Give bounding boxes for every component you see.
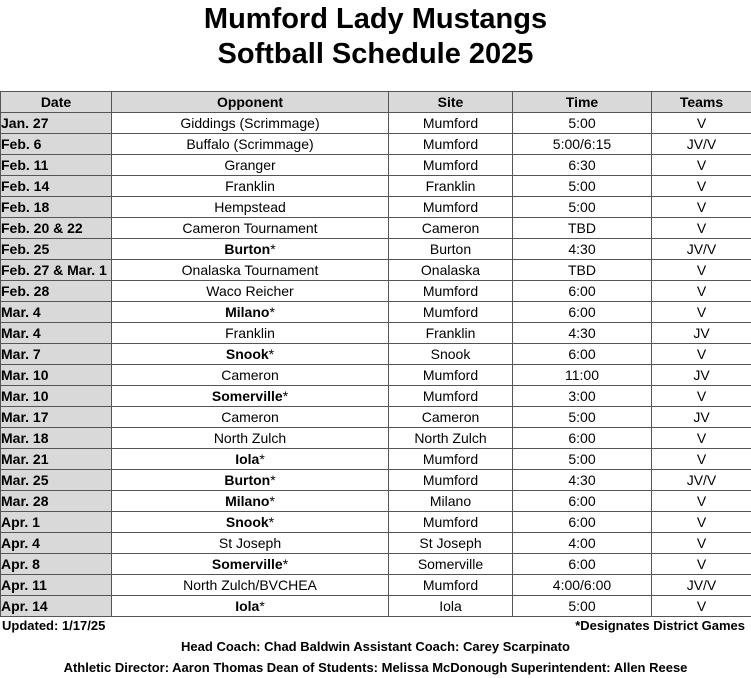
cell-opponent: [112, 575, 389, 596]
cell-date: Feb. 6: [1, 134, 112, 155]
district-marker: *: [282, 556, 289, 572]
cell-site: Mumford: [389, 302, 513, 323]
cell-site: Mumford: [389, 197, 513, 218]
table-row: [1, 344, 751, 365]
cell-opponent: [112, 512, 389, 533]
cell-site: Mumford: [389, 575, 513, 596]
cell-opponent: [112, 449, 389, 470]
cell-opponent: [112, 533, 389, 554]
header-time: Time: [513, 92, 652, 113]
cell-teams: JV: [652, 323, 751, 344]
cell-time: 5:00: [513, 449, 652, 470]
table-row: [1, 113, 751, 134]
cell-teams: V: [652, 113, 751, 134]
district-marker: *: [270, 241, 276, 257]
district-marker: *: [268, 514, 275, 530]
cell-opponent: [112, 197, 389, 218]
opponent-name: Onalaska Tournament: [181, 262, 319, 278]
cell-teams: V: [652, 155, 751, 176]
table-row: [1, 575, 751, 596]
opponent-name: St Joseph: [218, 535, 282, 551]
cell-date: Mar. 10: [1, 365, 112, 386]
opponent-name: Buffalo (Scrimmage): [186, 136, 314, 152]
cell-date: Jan. 27: [1, 113, 112, 134]
cell-teams: V: [652, 491, 751, 512]
cell-time: 5:00/6:15: [513, 134, 652, 155]
cell-opponent: [112, 134, 389, 155]
cell-date: Feb. 25: [1, 239, 112, 260]
opponent-name: North Zulch/BVCHEA: [183, 577, 317, 593]
cell-site: Mumford: [389, 281, 513, 302]
opponent-name: Cameron: [221, 367, 279, 383]
cell-date: Feb. 18: [1, 197, 112, 218]
header-date: Date: [1, 92, 112, 113]
cell-time: 5:00: [513, 197, 652, 218]
district-marker: *: [259, 451, 265, 467]
table-row: [1, 260, 751, 281]
cell-opponent: [112, 407, 389, 428]
table-row: [1, 596, 751, 617]
opponent-name: Waco Reicher: [206, 283, 294, 299]
cell-opponent: [112, 470, 389, 491]
cell-time: 6:30: [513, 155, 652, 176]
cell-teams: V: [652, 260, 751, 281]
cell-time: 6:00: [513, 554, 652, 575]
table-row: [1, 365, 751, 386]
cell-date: Feb. 28: [1, 281, 112, 302]
coaches-line: Head Coach: Chad Baldwin Assistant Coach: Carey Scarpinato: [181, 639, 570, 654]
table-row: [1, 176, 751, 197]
district-marker: *: [268, 346, 275, 362]
cell-teams: JV: [652, 407, 751, 428]
district-marker: *: [269, 493, 275, 509]
opponent-name: Snook: [225, 514, 269, 530]
cell-site: Franklin: [389, 176, 513, 197]
opponent-name: Franklin: [225, 178, 275, 194]
cell-teams: JV/V: [652, 239, 751, 260]
opponent-name: Iola: [235, 598, 260, 614]
cell-date: Mar. 28: [1, 491, 112, 512]
cell-opponent: [112, 428, 389, 449]
cell-opponent: [112, 113, 389, 134]
cell-teams: V: [652, 554, 751, 575]
cell-time: 5:00: [513, 113, 652, 134]
title-line-1: Mumford Lady Mustangs: [203, 3, 548, 35]
opponent-name: Somerville: [211, 556, 283, 572]
cell-teams: V: [652, 512, 751, 533]
cell-time: 4:30: [513, 239, 652, 260]
cell-teams: V: [652, 428, 751, 449]
opponent-name: Milano: [225, 304, 270, 320]
cell-teams: V: [652, 197, 751, 218]
table-row: [1, 155, 751, 176]
cell-time: 4:30: [513, 323, 652, 344]
table-row: [1, 281, 751, 302]
cell-site: Snook: [389, 344, 513, 365]
cell-opponent: [112, 218, 389, 239]
cell-teams: V: [652, 281, 751, 302]
cell-site: Franklin: [389, 323, 513, 344]
header-site: Site: [389, 92, 513, 113]
cell-opponent: [112, 596, 389, 617]
cell-opponent: [112, 260, 389, 281]
cell-time: 6:00: [513, 281, 652, 302]
cell-site: Mumford: [389, 449, 513, 470]
title-line-2: Softball Schedule 2025: [217, 38, 534, 70]
page-title: [0, 2, 751, 72]
cell-teams: JV/V: [652, 134, 751, 155]
cell-date: Apr. 8: [1, 554, 112, 575]
cell-opponent: [112, 386, 389, 407]
cell-opponent: [112, 365, 389, 386]
opponent-name: Milano: [225, 493, 270, 509]
cell-teams: V: [652, 344, 751, 365]
cell-teams: V: [652, 596, 751, 617]
schedule-body: [1, 113, 751, 617]
cell-time: 11:00: [513, 365, 652, 386]
cell-site: Mumford: [389, 365, 513, 386]
cell-opponent: [112, 323, 389, 344]
table-row: [1, 554, 751, 575]
staff-line: Athletic Director: Aaron Thomas Dean of Students: Melissa McDonough Superintendent: Allen Reese: [63, 660, 688, 675]
opponent-name: Cameron: [221, 409, 279, 425]
table-row: [1, 533, 751, 554]
district-marker: *: [259, 598, 265, 614]
table-row: [1, 302, 751, 323]
cell-time: 4:00/6:00: [513, 575, 652, 596]
cell-date: Apr. 1: [1, 512, 112, 533]
header-row: [1, 92, 751, 113]
opponent-name: Iola: [235, 451, 260, 467]
cell-time: 4:00: [513, 533, 652, 554]
opponent-name: Burton: [224, 241, 271, 257]
table-row: [1, 428, 751, 449]
cell-site: Cameron: [389, 218, 513, 239]
table-row: [1, 134, 751, 155]
cell-date: Mar. 4: [1, 302, 112, 323]
opponent-name: North Zulch: [213, 430, 287, 446]
cell-opponent: [112, 344, 389, 365]
cell-teams: JV: [652, 365, 751, 386]
cell-site: Mumford: [389, 113, 513, 134]
cell-date: Mar. 17: [1, 407, 112, 428]
cell-teams: V: [652, 302, 751, 323]
district-note: *Designates District Games: [575, 618, 745, 633]
cell-time: 5:00: [513, 596, 652, 617]
cell-site: Mumford: [389, 470, 513, 491]
cell-date: Mar. 25: [1, 470, 112, 491]
table-row: [1, 386, 751, 407]
cell-teams: V: [652, 176, 751, 197]
table-row: [1, 407, 751, 428]
table-row: [1, 197, 751, 218]
cell-date: Mar. 7: [1, 344, 112, 365]
header-teams: Teams: [652, 92, 751, 113]
cell-teams: V: [652, 386, 751, 407]
cell-teams: V: [652, 449, 751, 470]
cell-site: Onalaska: [389, 260, 513, 281]
table-row: [1, 470, 751, 491]
district-marker: *: [270, 472, 276, 488]
cell-site: Mumford: [389, 134, 513, 155]
cell-site: Cameron: [389, 407, 513, 428]
opponent-name: Franklin: [225, 325, 275, 341]
cell-time: TBD: [513, 218, 652, 239]
cell-time: 6:00: [513, 491, 652, 512]
cell-opponent: [112, 554, 389, 575]
cell-date: Apr. 11: [1, 575, 112, 596]
cell-teams: V: [652, 218, 751, 239]
cell-time: 6:00: [513, 302, 652, 323]
table-row: [1, 449, 751, 470]
cell-site: Somerville: [389, 554, 513, 575]
cell-opponent: [112, 155, 389, 176]
cell-date: Feb. 27 & Mar. 1: [1, 260, 112, 281]
district-marker: *: [282, 388, 289, 404]
cell-opponent: [112, 281, 389, 302]
cell-opponent: [112, 302, 389, 323]
cell-date: Mar. 4: [1, 323, 112, 344]
cell-date: Mar. 21: [1, 449, 112, 470]
table-row: [1, 512, 751, 533]
cell-time: 5:00: [513, 176, 652, 197]
cell-date: Feb. 11: [1, 155, 112, 176]
cell-time: 6:00: [513, 428, 652, 449]
header-opponent: Opponent: [112, 92, 389, 113]
cell-time: 4:30: [513, 470, 652, 491]
cell-teams: JV/V: [652, 575, 751, 596]
cell-date: Apr. 14: [1, 596, 112, 617]
district-marker: *: [269, 304, 275, 320]
opponent-name: Granger: [224, 157, 276, 173]
cell-time: 6:00: [513, 512, 652, 533]
opponent-name: Somerville: [211, 388, 283, 404]
cell-site: Milano: [389, 491, 513, 512]
opponent-name: Snook: [225, 346, 269, 362]
table-row: [1, 491, 751, 512]
cell-opponent: [112, 491, 389, 512]
cell-site: North Zulch: [389, 428, 513, 449]
updated-date: Updated: 1/17/25: [2, 618, 106, 633]
cell-time: 5:00: [513, 407, 652, 428]
schedule-table: [0, 91, 751, 617]
opponent-name: Hempstead: [214, 199, 286, 215]
cell-date: Mar. 18: [1, 428, 112, 449]
table-row: [1, 239, 751, 260]
cell-opponent: [112, 239, 389, 260]
cell-date: Mar. 10: [1, 386, 112, 407]
table-row: [1, 323, 751, 344]
opponent-name: Giddings (Scrimmage): [180, 115, 320, 131]
cell-site: Mumford: [389, 386, 513, 407]
cell-site: Burton: [389, 239, 513, 260]
cell-date: Feb. 20 & 22: [1, 218, 112, 239]
cell-time: 3:00: [513, 386, 652, 407]
cell-date: Feb. 14: [1, 176, 112, 197]
cell-site: Iola: [389, 596, 513, 617]
opponent-name: Burton: [224, 472, 271, 488]
cell-time: TBD: [513, 260, 652, 281]
cell-site: St Joseph: [389, 533, 513, 554]
cell-site: Mumford: [389, 155, 513, 176]
cell-date: Apr. 4: [1, 533, 112, 554]
cell-time: 6:00: [513, 344, 652, 365]
opponent-name: Cameron Tournament: [182, 220, 318, 236]
cell-teams: JV/V: [652, 470, 751, 491]
cell-site: Mumford: [389, 512, 513, 533]
cell-teams: V: [652, 533, 751, 554]
table-row: [1, 218, 751, 239]
cell-opponent: [112, 176, 389, 197]
